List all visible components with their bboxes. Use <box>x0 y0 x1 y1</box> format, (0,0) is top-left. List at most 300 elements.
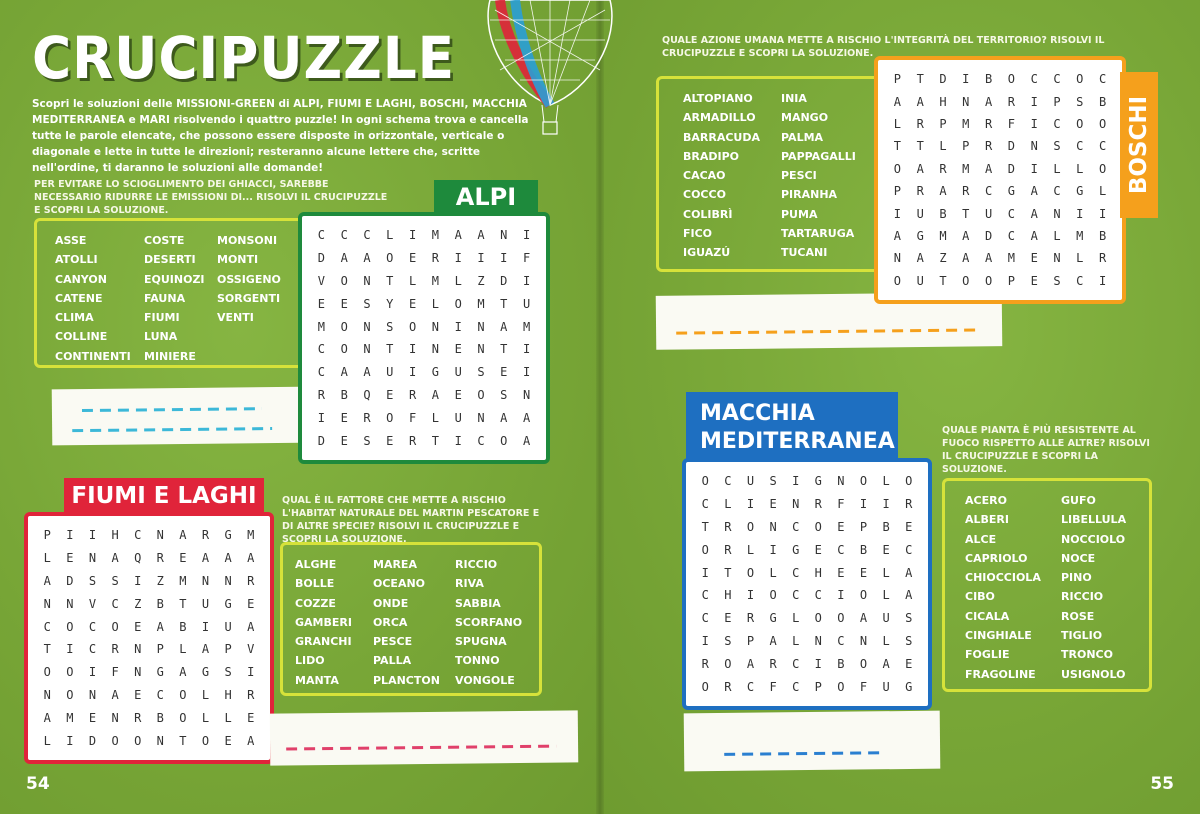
grid-letter[interactable]: P <box>939 116 947 131</box>
grid-letter[interactable]: A <box>859 611 868 626</box>
grid-letter[interactable]: N <box>792 497 800 512</box>
grid-letter[interactable]: O <box>1098 116 1107 131</box>
grid-letter[interactable]: N <box>1053 206 1061 221</box>
grid-letter[interactable]: M <box>431 273 439 288</box>
grid-letter[interactable]: A <box>247 619 255 634</box>
grid-letter[interactable]: O <box>984 273 993 288</box>
grid-letter[interactable]: N <box>156 528 164 543</box>
grid-letter[interactable]: E <box>408 251 417 266</box>
grid-letter[interactable]: L <box>882 633 890 648</box>
grid-letter[interactable]: O <box>66 619 74 634</box>
grid-letter[interactable]: A <box>224 551 232 566</box>
grid-letter[interactable]: A <box>43 710 51 725</box>
grid-letter[interactable]: L <box>1053 228 1061 243</box>
grid-letter[interactable]: G <box>769 611 777 626</box>
grid-letter[interactable]: A <box>340 251 348 266</box>
grid-letter[interactable]: O <box>1076 116 1084 131</box>
grid-letter[interactable]: E <box>408 296 417 311</box>
grid-letter[interactable]: R <box>746 611 755 626</box>
grid-letter[interactable]: S <box>1053 273 1061 288</box>
grid-letter[interactable]: O <box>111 733 119 748</box>
grid-letter[interactable]: A <box>431 387 439 402</box>
grid-letter[interactable]: B <box>859 542 868 557</box>
grid-letter[interactable]: S <box>477 365 485 380</box>
grid-letter[interactable]: N <box>477 410 485 425</box>
grid-letter[interactable]: O <box>814 611 822 626</box>
grid-letter[interactable]: N <box>814 633 822 648</box>
grid-letter[interactable]: E <box>134 619 142 634</box>
grid-letter[interactable]: A <box>1030 184 1038 199</box>
grid-letter[interactable]: O <box>893 161 902 176</box>
grid-letter[interactable]: R <box>962 184 970 199</box>
grid-letter[interactable]: L <box>893 116 902 131</box>
grid-letter[interactable]: C <box>701 588 709 603</box>
grid-letter[interactable]: O <box>1076 72 1084 87</box>
grid-letter[interactable]: G <box>224 528 232 543</box>
grid-letter[interactable]: I <box>701 565 709 580</box>
grid-letter[interactable]: C <box>317 365 326 380</box>
grid-letter[interactable]: C <box>1007 228 1015 243</box>
grid-letter[interactable]: I <box>837 588 845 603</box>
grid-letter[interactable]: C <box>792 565 800 580</box>
grid-letter[interactable]: U <box>454 365 462 380</box>
grid-letter[interactable]: N <box>962 94 970 109</box>
grid-letter[interactable]: E <box>317 296 326 311</box>
grid-letter[interactable]: A <box>962 228 970 243</box>
grid-letter[interactable]: L <box>179 642 187 657</box>
grid-letter[interactable]: T <box>500 342 508 357</box>
grid-letter[interactable]: E <box>66 551 74 566</box>
grid-letter[interactable]: P <box>1053 94 1061 109</box>
grid-letter[interactable]: B <box>156 710 164 725</box>
grid-letter[interactable]: I <box>317 410 326 425</box>
grid-letter[interactable]: C <box>701 611 709 626</box>
grid-letter[interactable]: E <box>454 387 462 402</box>
grid-letter[interactable]: N <box>43 596 51 611</box>
grid-letter[interactable]: O <box>701 679 709 694</box>
grid-letter[interactable]: I <box>201 619 210 634</box>
grid-letter[interactable]: T <box>916 139 924 154</box>
grid-letter[interactable]: D <box>1007 139 1015 154</box>
grid-letter[interactable]: O <box>1007 72 1015 87</box>
grid-letter[interactable]: E <box>814 542 822 557</box>
grid-letter[interactable]: C <box>724 474 732 489</box>
grid-letter[interactable]: O <box>408 319 417 334</box>
grid-letter[interactable]: L <box>746 542 755 557</box>
grid-letter[interactable]: S <box>363 433 371 448</box>
grid-letter[interactable]: C <box>814 588 822 603</box>
grid-letter[interactable]: S <box>905 633 913 648</box>
grid-letter[interactable]: L <box>43 733 51 748</box>
grid-letter[interactable]: R <box>984 116 993 131</box>
grid-letter[interactable]: Y <box>386 296 394 311</box>
grid-letter[interactable]: I <box>882 497 890 512</box>
grid-letter[interactable]: N <box>431 319 439 334</box>
grid-letter[interactable]: P <box>224 642 232 657</box>
grid-letter[interactable]: H <box>814 565 822 580</box>
grid-letter[interactable]: L <box>1076 251 1084 266</box>
grid-letter[interactable]: G <box>1076 184 1084 199</box>
grid-letter[interactable]: M <box>431 228 439 243</box>
grid-letter[interactable]: R <box>916 116 924 131</box>
grid-letter[interactable]: O <box>701 542 709 557</box>
grid-letter[interactable]: E <box>247 596 255 611</box>
grid-letter[interactable]: U <box>916 273 924 288</box>
grid-letter[interactable]: I <box>66 528 74 543</box>
grid-letter[interactable]: A <box>893 228 902 243</box>
grid-letter[interactable]: E <box>882 542 890 557</box>
grid-letter[interactable]: N <box>363 273 371 288</box>
grid-letter[interactable]: L <box>792 633 800 648</box>
grid-letter[interactable]: G <box>201 665 210 680</box>
grid-letter[interactable]: S <box>88 573 97 588</box>
grid-letter[interactable]: A <box>962 251 970 266</box>
grid-letter[interactable]: O <box>201 733 210 748</box>
grid-letter[interactable]: A <box>247 551 255 566</box>
grid-letter[interactable]: P <box>156 642 164 657</box>
grid-letter[interactable]: O <box>386 251 394 266</box>
grid-letter[interactable]: O <box>837 679 845 694</box>
grid-letter[interactable]: O <box>340 273 348 288</box>
grid-letter[interactable]: U <box>882 611 890 626</box>
grid-letter[interactable]: P <box>746 633 755 648</box>
grid-letter[interactable]: A <box>156 619 164 634</box>
grid-letter[interactable]: C <box>1098 139 1107 154</box>
grid-letter[interactable]: R <box>111 642 119 657</box>
grid-letter[interactable]: N <box>837 474 845 489</box>
grid-letter[interactable]: O <box>66 687 74 702</box>
grid-letter[interactable]: A <box>500 410 508 425</box>
grid-letter[interactable]: O <box>893 273 902 288</box>
grid-letter[interactable]: Q <box>134 551 142 566</box>
grid-letter[interactable]: L <box>792 611 800 626</box>
grid-letter[interactable]: P <box>43 528 51 543</box>
grid-letter[interactable]: I <box>859 497 868 512</box>
grid-letter[interactable]: N <box>201 573 210 588</box>
grid-letter[interactable]: Z <box>477 273 485 288</box>
grid-letter[interactable]: U <box>386 365 394 380</box>
grid-letter[interactable]: E <box>386 433 394 448</box>
grid-letter[interactable]: N <box>363 319 371 334</box>
grid-letter[interactable]: G <box>431 365 439 380</box>
grid-letter[interactable]: C <box>792 519 800 534</box>
grid-letter[interactable]: H <box>939 94 947 109</box>
grid-letter[interactable]: I <box>1098 273 1107 288</box>
grid-letter[interactable]: B <box>882 519 890 534</box>
grid-letter[interactable]: A <box>984 94 993 109</box>
grid-letter[interactable]: C <box>905 542 913 557</box>
grid-letter[interactable]: R <box>431 251 439 266</box>
grid-letter[interactable]: A <box>882 656 890 671</box>
grid-letter[interactable]: L <box>769 565 777 580</box>
grid-letter[interactable]: S <box>500 387 508 402</box>
grid-letter[interactable]: T <box>500 296 508 311</box>
grid-letter[interactable]: O <box>859 588 868 603</box>
grid-letter[interactable]: L <box>882 474 890 489</box>
grid-letter[interactable]: C <box>1076 273 1084 288</box>
grid-letter[interactable]: R <box>317 387 326 402</box>
grid-letter[interactable]: L <box>408 273 417 288</box>
grid-letter[interactable]: B <box>340 387 348 402</box>
grid-letter[interactable]: C <box>317 228 326 243</box>
grid-letter[interactable]: L <box>201 687 210 702</box>
grid-letter[interactable]: H <box>224 687 232 702</box>
grid-letter[interactable]: G <box>814 474 822 489</box>
alpi-answer-strip[interactable] <box>52 387 313 446</box>
grid-letter[interactable]: N <box>500 228 508 243</box>
grid-letter[interactable]: O <box>837 611 845 626</box>
grid-letter[interactable]: Z <box>939 251 947 266</box>
grid-letter[interactable]: R <box>814 497 822 512</box>
grid-letter[interactable]: I <box>792 474 800 489</box>
grid-letter[interactable]: C <box>1053 116 1061 131</box>
grid-letter[interactable]: U <box>224 619 232 634</box>
grid-letter[interactable]: A <box>500 319 508 334</box>
grid-letter[interactable]: C <box>984 184 993 199</box>
grid-letter[interactable]: U <box>746 474 755 489</box>
grid-letter[interactable]: T <box>179 733 187 748</box>
grid-letter[interactable]: T <box>916 72 924 87</box>
grid-letter[interactable]: P <box>893 72 902 87</box>
grid-letter[interactable]: E <box>224 733 232 748</box>
grid-letter[interactable]: E <box>179 551 187 566</box>
grid-letter[interactable]: U <box>201 596 210 611</box>
grid-letter[interactable]: A <box>769 633 777 648</box>
grid-letter[interactable]: P <box>1007 273 1015 288</box>
grid-letter[interactable]: R <box>939 161 947 176</box>
grid-letter[interactable]: M <box>1007 251 1015 266</box>
grid-letter[interactable]: I <box>247 665 255 680</box>
grid-letter[interactable]: M <box>66 710 74 725</box>
grid-letter[interactable]: L <box>43 551 51 566</box>
grid-letter[interactable]: A <box>477 228 485 243</box>
grid-letter[interactable]: E <box>905 519 913 534</box>
grid-letter[interactable]: I <box>134 573 142 588</box>
grid-letter[interactable]: R <box>916 184 924 199</box>
grid-letter[interactable]: I <box>454 251 462 266</box>
grid-letter[interactable]: A <box>363 251 371 266</box>
grid-letter[interactable]: N <box>1053 251 1061 266</box>
grid-letter[interactable]: R <box>724 542 732 557</box>
grid-letter[interactable]: G <box>224 596 232 611</box>
grid-letter[interactable]: O <box>859 474 868 489</box>
grid-letter[interactable]: N <box>477 319 485 334</box>
grid-letter[interactable]: U <box>522 296 531 311</box>
grid-letter[interactable]: F <box>769 679 777 694</box>
grid-letter[interactable]: N <box>431 342 439 357</box>
grid-letter[interactable]: L <box>939 139 947 154</box>
grid-letter[interactable]: Q <box>363 387 371 402</box>
grid-letter[interactable]: F <box>837 497 845 512</box>
grid-letter[interactable]: C <box>1053 184 1061 199</box>
grid-letter[interactable]: L <box>724 497 732 512</box>
grid-letter[interactable]: C <box>792 656 800 671</box>
grid-letter[interactable]: I <box>66 733 74 748</box>
grid-letter[interactable]: R <box>724 519 732 534</box>
grid-letter[interactable]: A <box>1030 228 1038 243</box>
grid-letter[interactable]: N <box>88 687 97 702</box>
grid-letter[interactable]: I <box>1076 206 1084 221</box>
grid-letter[interactable]: C <box>746 679 755 694</box>
grid-letter[interactable]: I <box>522 365 531 380</box>
macchia-answer-strip[interactable] <box>684 711 941 772</box>
grid-letter[interactable]: S <box>363 296 371 311</box>
grid-letter[interactable]: R <box>156 551 164 566</box>
grid-letter[interactable]: I <box>522 273 531 288</box>
grid-letter[interactable]: N <box>1030 139 1038 154</box>
grid-letter[interactable]: G <box>156 665 164 680</box>
grid-letter[interactable]: G <box>1007 184 1015 199</box>
grid-letter[interactable]: A <box>363 365 371 380</box>
grid-letter[interactable]: P <box>962 139 970 154</box>
grid-letter[interactable]: C <box>340 228 348 243</box>
grid-letter[interactable]: I <box>814 656 822 671</box>
grid-letter[interactable]: M <box>962 161 970 176</box>
grid-letter[interactable]: B <box>1098 228 1107 243</box>
grid-letter[interactable]: S <box>224 665 232 680</box>
grid-letter[interactable]: V <box>88 596 97 611</box>
grid-letter[interactable]: N <box>522 387 531 402</box>
grid-letter[interactable]: A <box>905 588 913 603</box>
grid-letter[interactable]: E <box>837 565 845 580</box>
grid-letter[interactable]: C <box>43 619 51 634</box>
grid-letter[interactable]: I <box>769 542 777 557</box>
grid-letter[interactable]: N <box>134 665 142 680</box>
grid-letter[interactable]: T <box>386 342 394 357</box>
grid-letter[interactable]: O <box>500 433 508 448</box>
grid-letter[interactable]: N <box>224 573 232 588</box>
grid-letter[interactable]: L <box>454 273 462 288</box>
grid-letter[interactable]: T <box>893 139 902 154</box>
grid-letter[interactable]: G <box>905 679 913 694</box>
grid-letter[interactable]: I <box>522 342 531 357</box>
grid-letter[interactable]: R <box>984 139 993 154</box>
grid-letter[interactable]: F <box>1007 116 1015 131</box>
grid-letter[interactable]: C <box>792 679 800 694</box>
grid-letter[interactable]: C <box>701 497 709 512</box>
grid-letter[interactable]: C <box>792 588 800 603</box>
grid-letter[interactable]: U <box>984 206 993 221</box>
grid-letter[interactable]: O <box>179 710 187 725</box>
grid-letter[interactable]: C <box>88 642 97 657</box>
grid-letter[interactable]: E <box>1030 251 1038 266</box>
grid-letter[interactable]: I <box>88 528 97 543</box>
grid-letter[interactable]: F <box>859 679 868 694</box>
grid-letter[interactable]: T <box>43 642 51 657</box>
grid-letter[interactable]: O <box>814 519 822 534</box>
grid-letter[interactable]: O <box>859 656 868 671</box>
grid-letter[interactable]: L <box>386 228 394 243</box>
grid-letter[interactable]: I <box>66 642 74 657</box>
grid-letter[interactable]: E <box>859 565 868 580</box>
grid-letter[interactable]: A <box>939 184 947 199</box>
grid-letter[interactable]: G <box>916 228 924 243</box>
grid-letter[interactable]: D <box>88 733 97 748</box>
grid-letter[interactable]: D <box>66 573 74 588</box>
grid-letter[interactable]: I <box>454 319 462 334</box>
grid-letter[interactable]: C <box>88 619 97 634</box>
grid-letter[interactable]: S <box>905 611 913 626</box>
grid-letter[interactable]: L <box>882 565 890 580</box>
grid-letter[interactable]: I <box>746 497 755 512</box>
grid-letter[interactable]: M <box>962 116 970 131</box>
grid-letter[interactable]: D <box>939 72 947 87</box>
grid-letter[interactable]: T <box>431 433 439 448</box>
grid-letter[interactable]: I <box>893 206 902 221</box>
grid-letter[interactable]: I <box>1098 206 1107 221</box>
grid-letter[interactable]: I <box>88 665 97 680</box>
grid-letter[interactable]: G <box>792 542 800 557</box>
grid-letter[interactable]: M <box>247 528 255 543</box>
grid-letter[interactable]: E <box>340 410 348 425</box>
grid-letter[interactable]: E <box>88 710 97 725</box>
grid-letter[interactable]: E <box>905 656 913 671</box>
fiumi-answer-strip[interactable] <box>270 710 579 765</box>
grid-letter[interactable]: R <box>363 410 371 425</box>
grid-letter[interactable]: H <box>724 588 732 603</box>
grid-letter[interactable]: O <box>962 273 970 288</box>
grid-letter[interactable]: T <box>386 273 394 288</box>
grid-letter[interactable]: C <box>1030 72 1038 87</box>
grid-letter[interactable]: R <box>408 387 417 402</box>
grid-letter[interactable]: N <box>893 251 902 266</box>
grid-letter[interactable]: N <box>111 710 119 725</box>
grid-letter[interactable]: N <box>363 342 371 357</box>
grid-letter[interactable]: E <box>1030 273 1038 288</box>
grid-letter[interactable]: O <box>1098 161 1107 176</box>
grid-letter[interactable]: U <box>882 679 890 694</box>
grid-letter[interactable]: C <box>1007 206 1015 221</box>
grid-letter[interactable]: A <box>111 687 119 702</box>
grid-letter[interactable]: V <box>317 273 326 288</box>
grid-letter[interactable]: S <box>769 474 777 489</box>
grid-letter[interactable]: A <box>522 410 531 425</box>
grid-letter[interactable]: S <box>724 633 732 648</box>
grid-letter[interactable]: A <box>201 551 210 566</box>
grid-letter[interactable]: N <box>859 633 868 648</box>
grid-letter[interactable]: C <box>111 596 119 611</box>
grid-letter[interactable]: A <box>340 365 348 380</box>
grid-letter[interactable]: V <box>247 642 255 657</box>
grid-letter[interactable]: R <box>701 656 709 671</box>
grid-letter[interactable]: T <box>701 519 709 534</box>
grid-letter[interactable]: A <box>916 251 924 266</box>
grid-letter[interactable]: P <box>859 519 868 534</box>
grid-letter[interactable]: O <box>769 588 777 603</box>
grid-letter[interactable]: C <box>156 687 164 702</box>
grid-letter[interactable]: S <box>1053 139 1061 154</box>
grid-letter[interactable]: E <box>340 433 348 448</box>
grid-letter[interactable]: R <box>247 687 255 702</box>
grid-letter[interactable]: O <box>386 410 394 425</box>
grid-letter[interactable]: T <box>724 565 732 580</box>
grid-letter[interactable]: P <box>893 184 902 199</box>
grid-letter[interactable]: R <box>724 679 732 694</box>
grid-letter[interactable]: E <box>837 519 845 534</box>
grid-letter[interactable]: E <box>247 710 255 725</box>
grid-letter[interactable]: F <box>111 665 119 680</box>
grid-letter[interactable]: R <box>201 528 210 543</box>
grid-letter[interactable]: E <box>134 687 142 702</box>
grid-letter[interactable]: B <box>156 596 164 611</box>
grid-letter[interactable]: R <box>1007 94 1015 109</box>
grid-letter[interactable]: R <box>1098 251 1107 266</box>
grid-letter[interactable]: N <box>43 687 51 702</box>
grid-letter[interactable]: O <box>746 565 755 580</box>
grid-letter[interactable]: N <box>156 733 164 748</box>
grid-letter[interactable]: A <box>984 251 993 266</box>
grid-letter[interactable]: M <box>179 573 187 588</box>
